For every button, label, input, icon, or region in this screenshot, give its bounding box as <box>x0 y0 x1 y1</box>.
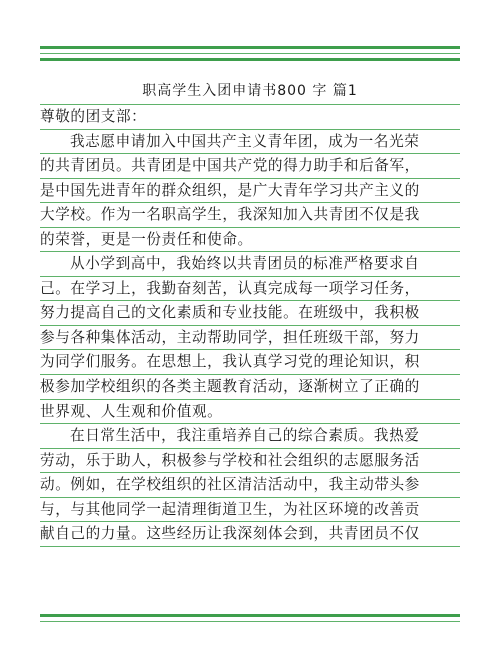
text-line: 参与各种集体活动，主动帮助同学，担任班级干部，努力 <box>40 326 460 351</box>
text-line: 世界观、人生观和价值观。 <box>40 400 460 425</box>
text-line: 献自己的力量。这些经历让我深刻体会到，共青团员不仅 <box>40 522 460 547</box>
text-line: 极参加学校组织的各类主题教育活动，逐渐树立了正确的 <box>40 375 460 400</box>
text-line: 大学校。作为一名职高学生，我深知加入共青团不仅是我 <box>40 203 460 228</box>
text-line: 努力提高自己的文化素质和专业技能。在班级中，我积极 <box>40 301 460 326</box>
top-rule-1 <box>40 46 460 49</box>
text-line: 劳动，乐于助人，积极参与学校和社会组织的志愿服务活 <box>40 449 460 474</box>
bottom-rule-2 <box>40 621 460 622</box>
top-rule-2 <box>40 53 460 54</box>
text-line: 的共青团员。共青团是中国共产党的得力助手和后备军， <box>40 154 460 179</box>
text-line: 动。例如，在学校组织的社区清洁活动中，我主动带头参 <box>40 473 460 498</box>
text-line: 是中国先进青年的群众组织，是广大青年学习共产主义的 <box>40 179 460 204</box>
document-title: 职高学生入团申请书800 字 篇1 <box>40 78 460 105</box>
top-rule-3 <box>40 58 460 61</box>
text-line: 在日常生活中，我注重培养自己的综合素质。我热爱 <box>40 424 460 449</box>
document-body <box>40 78 460 547</box>
text-line: 从小学到高中，我始终以共青团员的标准严格要求自 <box>40 252 460 277</box>
text-line: 的荣誉，更是一份责任和使命。 <box>40 228 460 253</box>
text-line: 我志愿申请加入中国共产主义青年团，成为一名光荣 <box>40 130 460 155</box>
text-line: 为同学们服务。在思想上，我认真学习党的理论知识，积 <box>40 350 460 375</box>
bottom-rule-1 <box>40 614 460 617</box>
text-line: 与，与其他同学一起清理街道卫生，为社区环境的改善贡 <box>40 498 460 523</box>
greeting-line: 尊敬的团支部： <box>40 105 460 130</box>
text-line: 己。在学习上，我勤奋刻苦，认真完成每一项学习任务， <box>40 277 460 302</box>
